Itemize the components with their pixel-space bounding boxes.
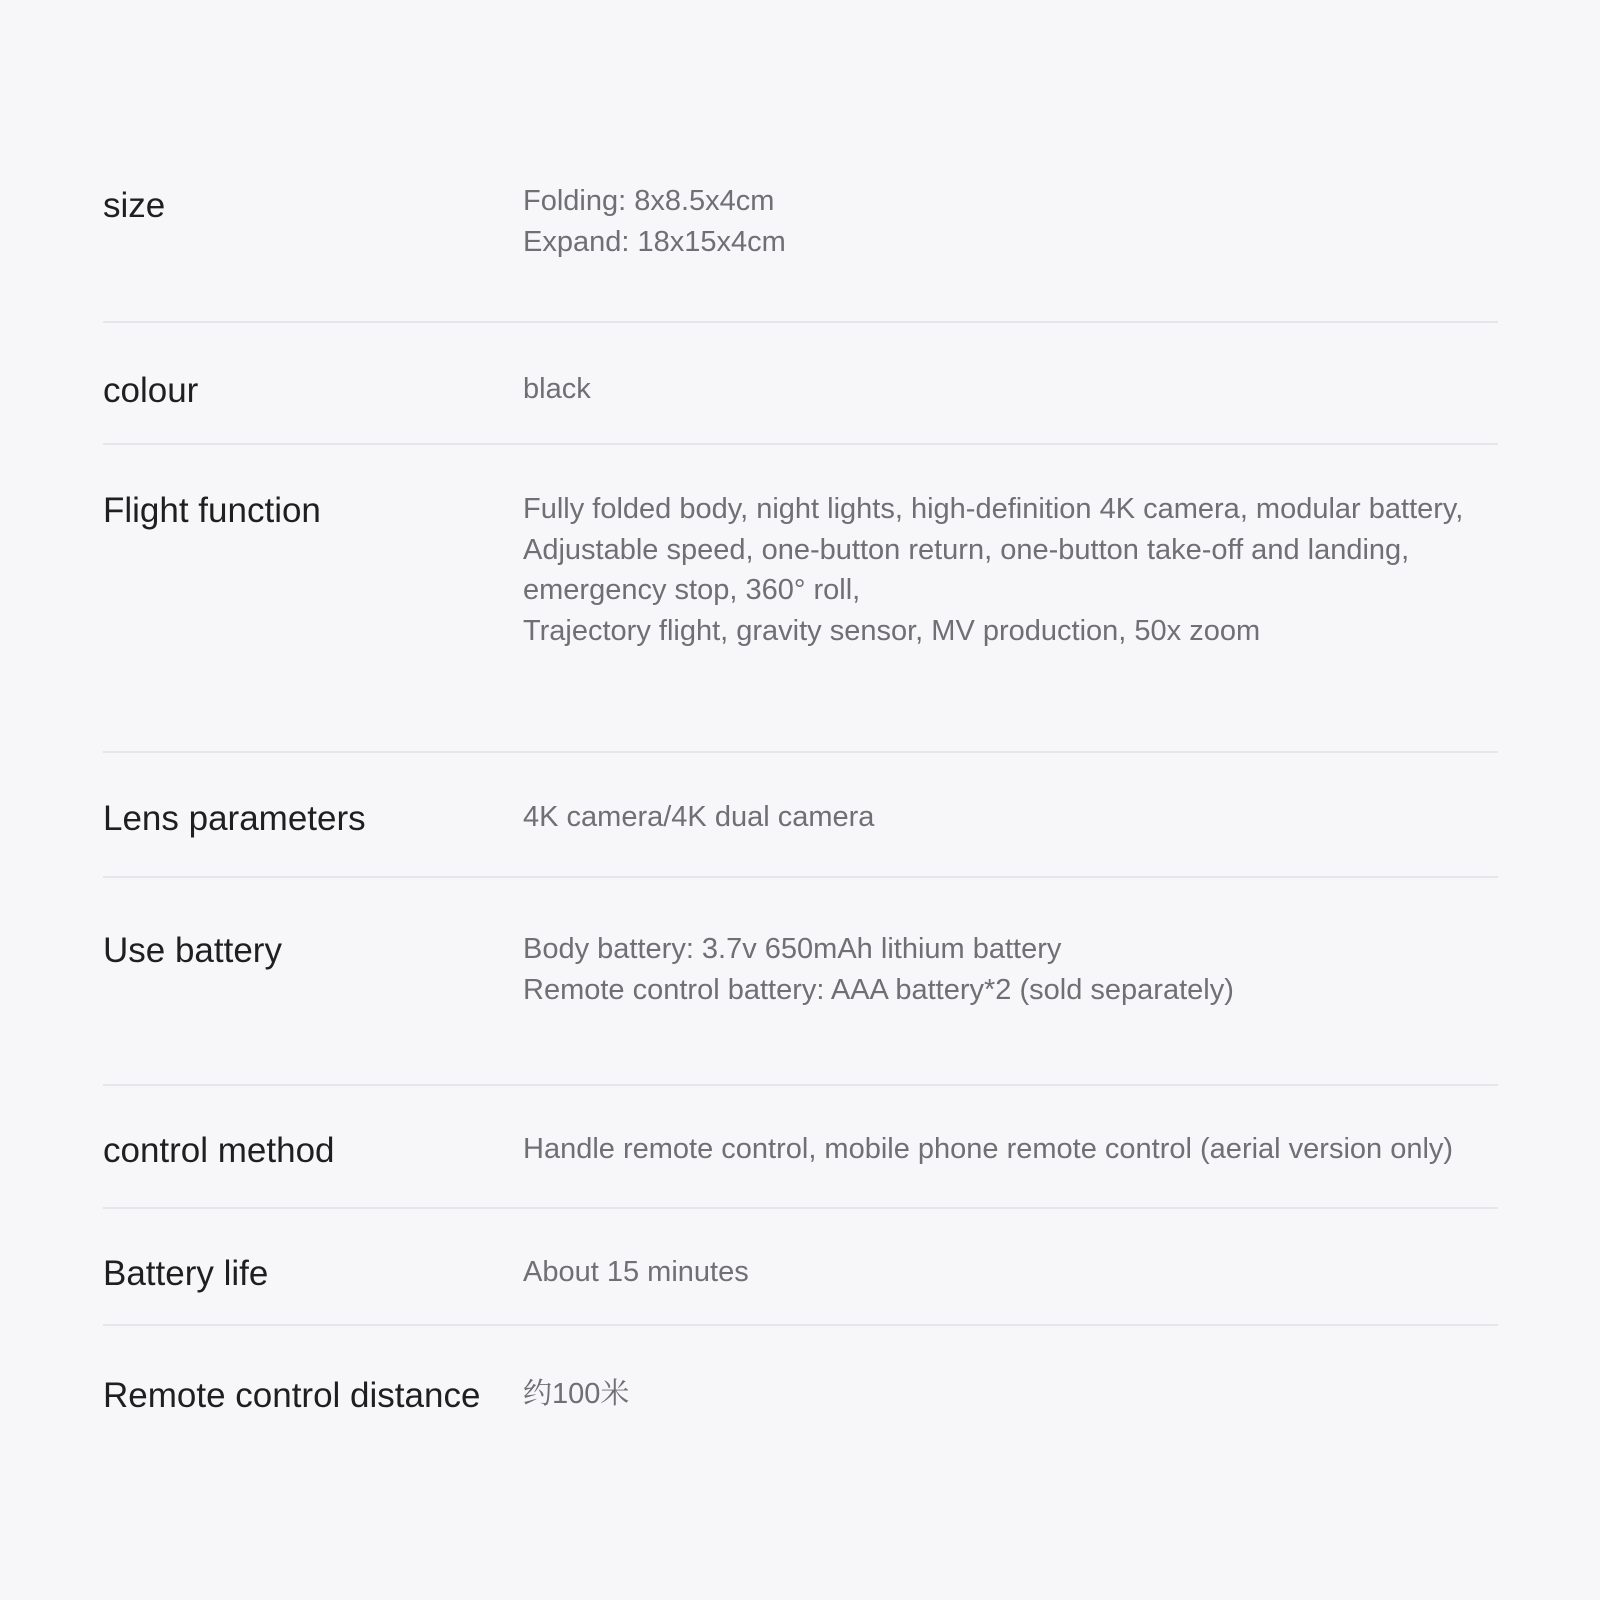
row-divider [103,443,1498,445]
row-divider [103,1084,1498,1086]
spec-label-flight-function: Flight function [103,491,321,530]
spec-label-remote-control-distance: Remote control distance [103,1376,481,1415]
row-divider [103,1207,1498,1209]
row-divider [103,1324,1498,1326]
spec-value-battery-life [523,1252,1483,1293]
spec-label-size: size [103,186,166,225]
row-divider [103,876,1498,878]
spec-value-size [523,181,1483,262]
spec-value-line: Trajectory flight, gravity sensor, MV production, 50x zoom [523,614,1261,647]
spec-value-colour [523,369,1483,410]
spec-label-colour: colour [103,371,199,410]
spec-value-line: About 15 minutes [523,1256,749,1288]
spec-value-flight-function [523,489,1483,651]
spec-value-line: Body battery: 3.7v 650mAh lithium battery [523,933,1062,965]
spec-value-use-battery [523,929,1483,1010]
spec-value-line: Fully folded body, night lights, high-definition 4K camera, modular battery, [523,493,1464,525]
spec-value-line: Handle remote control, mobile phone remote control (aerial version only) [523,1133,1454,1165]
spec-label-battery-life: Battery life [103,1254,269,1293]
spec-value-line: Folding: 8x8.5x4cm [523,185,775,217]
spec-label-lens-parameters: Lens parameters [103,799,366,838]
spec-value-line: black [523,373,591,405]
spec-value-line: Expand: 18x15x4cm [523,225,786,258]
spec-label-control-method: control method [103,1131,335,1170]
spec-value-line: 4K camera/4K dual camera [523,801,875,833]
spec-value-line: 约100米 [523,1378,630,1410]
row-divider [103,751,1498,753]
spec-value-line: emergency stop, 360° roll, [523,574,861,606]
spec-value-line: Remote control battery: AAA battery*2 (sold separately) [523,973,1234,1006]
spec-value-remote-control-distance [523,1374,1483,1415]
spec-value-lens-parameters [523,797,1483,838]
spec-value-control-method [523,1129,1483,1170]
row-divider [103,321,1498,323]
spec-label-use-battery: Use battery [103,931,282,970]
spec-value-line: Adjustable speed, one-button return, one-button take-off and landing, [523,533,1410,566]
